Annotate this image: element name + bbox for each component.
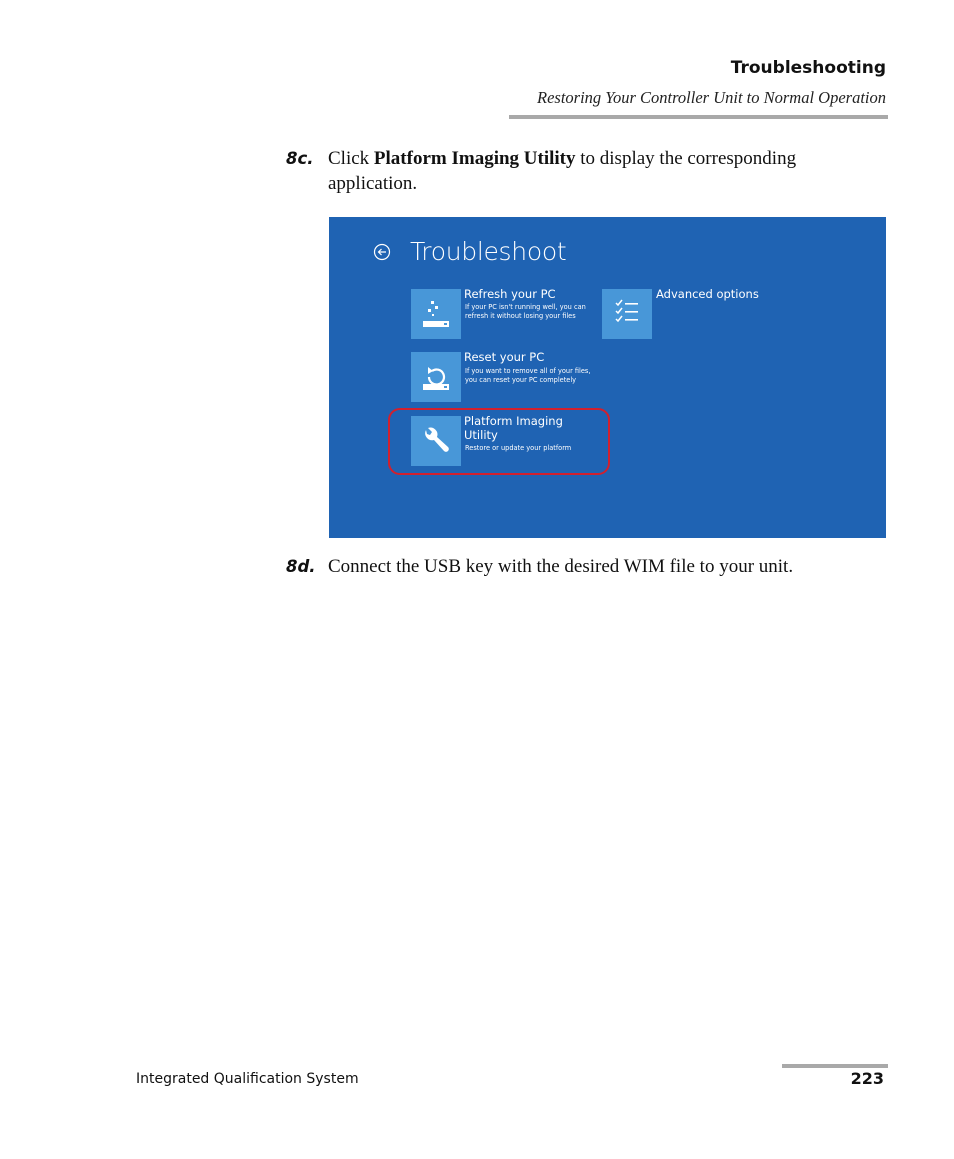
option-label: Platform Imaging <box>464 414 563 428</box>
option-label: Reset your PC <box>464 350 545 364</box>
reset-pc-tile[interactable] <box>411 352 461 402</box>
step-8c <box>286 146 846 196</box>
page-number: 223 <box>850 1069 884 1088</box>
ui-reference-bold: Platform Imaging Utility <box>373 148 576 169</box>
option-label: Utility <box>464 428 498 442</box>
option-desc: you can reset your PC completely <box>465 376 577 384</box>
footer-rule <box>782 1064 888 1068</box>
step-8d <box>286 554 846 579</box>
refresh-pc-tile[interactable] <box>411 289 461 339</box>
header-rule <box>509 115 888 119</box>
step-text: Connect the USB key with the desired WIM file to your unit. <box>328 556 794 577</box>
back-arrow-icon[interactable] <box>373 243 391 261</box>
checklist-icon <box>602 289 652 339</box>
option-desc: If your PC isn't running well, you can <box>465 303 586 311</box>
option-desc: If you want to remove all of your files, <box>465 367 591 375</box>
step-number: 8c. <box>286 149 314 168</box>
refresh-pc-icon <box>411 289 461 339</box>
option-label: Refresh your PC <box>464 287 556 301</box>
option-desc: Restore or update your platform <box>465 444 572 452</box>
reset-pc-icon <box>411 352 461 402</box>
screen-title: Troubleshoot <box>410 237 567 266</box>
running-header-subtitle: Restoring Your Controller Unit to Normal Operation <box>537 88 886 107</box>
step-number: 8d. <box>286 557 316 576</box>
highlight-outline <box>388 408 610 475</box>
footer-doc-title: Integrated Qualification System <box>136 1071 359 1087</box>
option-label: Advanced options <box>656 287 759 301</box>
advanced-options-tile[interactable] <box>602 289 652 339</box>
option-desc: refresh it without losing your files <box>465 312 576 320</box>
troubleshoot-screenshot <box>329 217 886 538</box>
step-text: Click Platform Imaging Utility to display the corresponding application. <box>328 148 797 194</box>
running-header-title: Troubleshooting <box>730 58 886 78</box>
